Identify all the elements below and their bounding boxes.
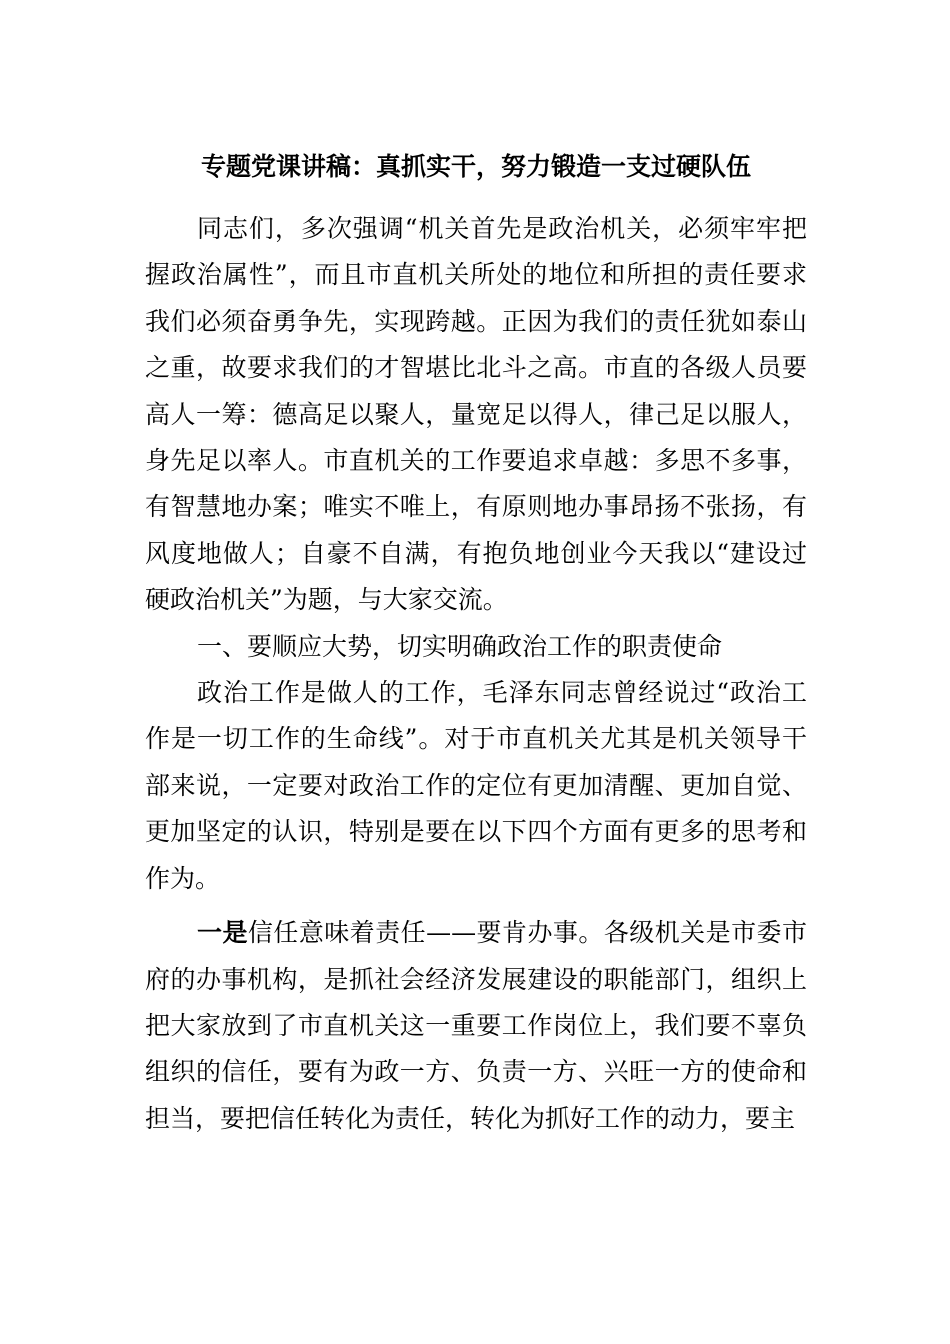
intro-paragraph: 同志们，多次强调“机关首先是政治机关，必须牢牢把握政治属性”，而且市直机关所处的地位和所担的责任要求我们必须奋勇争先，实现跨越。正因为我们的责任犹如泰山之重，故要求我们的才智堪比北斗之高。市直的各级人员要高人一筹：德高足以聚人，量宽足以得人，律己足以服人，身先足以率人。市直机关的工作要追求卓越：多思不多事，有智慧地办案；唯实不唯上，有原则地办事昂扬不张扬，有风度地做人；自豪不自满，有抱负地创业今天我以“建设过硬政治机关”为题，与大家交流。 (145, 214, 807, 615)
section-heading: 一、要顺应大势，切实明确政治工作的职责使命 (197, 631, 723, 661)
point-one-paragraph (145, 910, 807, 1142)
document-title: 专题党课讲稿：真抓实干，努力锻造一支过硬队伍 (200, 152, 751, 181)
body-paragraph: 政治工作是做人的工作，毛泽东同志曾经说过“政治工作是一切工作的生命线”。对于市直机关尤其是机关领导干部来说，一定要对政治工作的定位有更加清醒、更加自觉、更加坚定的认识，特别是要在以下四个方面有更多的思考和作为。 (145, 678, 807, 893)
point-one-lead: 一是 (197, 918, 248, 948)
document-page (145, 140, 807, 1142)
point-one-text: 信任意味着责任——要肯办事。各级机关是市委市府的办事机构，是抓社会经济发展建设的职能部门，组织上把大家放到了市直机关这一重要工作岗位上，我们要不辜负组织的信任，要有为政一方、负责一方、兴旺一方的使命和担当，要把信任转化为责任，转化为抓好工作的动力，要主 (145, 918, 807, 1133)
